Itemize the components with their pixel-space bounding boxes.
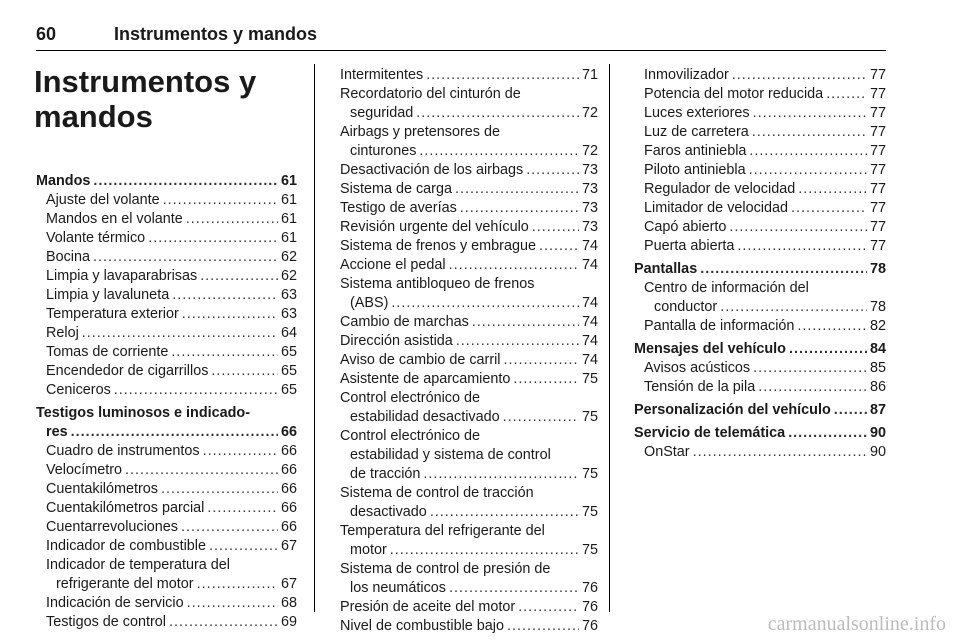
toc-entry[interactable] xyxy=(36,461,297,480)
toc-entry-title: Limitador de velocidad xyxy=(644,200,788,216)
toc-entry[interactable] xyxy=(36,518,297,537)
toc-entry[interactable] xyxy=(36,267,297,286)
toc-entry-title: (ABS) xyxy=(350,295,389,311)
toc-entry-title: motor xyxy=(350,542,387,558)
dot-leader xyxy=(788,424,867,443)
dot-leader xyxy=(737,237,867,256)
dot-leader xyxy=(798,180,867,199)
toc-entry[interactable] xyxy=(634,378,886,397)
toc-entry[interactable] xyxy=(340,598,598,617)
toc-entry-title: Tomas de corriente xyxy=(46,344,169,360)
toc-page-number: 66 xyxy=(280,424,297,440)
toc-entry[interactable] xyxy=(36,286,297,305)
toc-entry[interactable] xyxy=(340,199,598,218)
toc-page-number: 75 xyxy=(581,504,598,520)
dot-leader xyxy=(503,408,579,427)
toc-page-number: 75 xyxy=(581,466,598,482)
toc-entry[interactable] xyxy=(634,359,886,378)
toc-entry[interactable] xyxy=(634,443,886,462)
toc-entry[interactable] xyxy=(340,66,598,85)
toc-entry-title: OnStar xyxy=(644,444,690,460)
toc-page-number: 77 xyxy=(869,105,886,121)
toc-entry-title: conductor xyxy=(654,299,718,315)
toc-page-number: 74 xyxy=(581,352,598,368)
toc-entry-title: Inmovilizador xyxy=(644,67,729,83)
toc-entry-title: Accione el pedal xyxy=(340,257,446,273)
dot-leader xyxy=(172,286,278,305)
toc-page-number: 77 xyxy=(869,67,886,83)
dot-leader xyxy=(186,210,278,229)
toc-page-number: 62 xyxy=(280,268,297,284)
toc-page-number: 87 xyxy=(869,402,886,418)
dot-leader xyxy=(834,401,867,420)
toc-page-number: 74 xyxy=(581,295,598,311)
dot-leader xyxy=(71,423,278,442)
watermark: carmanualsonline.info xyxy=(767,613,946,635)
header-title: Instrumentos y mandos xyxy=(114,24,318,44)
toc-entry-lead: Control electrónico de xyxy=(340,428,480,444)
toc-entry-title: Desactivación de los airbags xyxy=(340,162,524,178)
toc-page-number: 84 xyxy=(869,341,886,357)
toc-page-number: 74 xyxy=(581,257,598,273)
dot-leader xyxy=(125,461,278,480)
toc-entry-title: Mensajes del vehículo xyxy=(634,341,786,357)
toc-entry-title: Velocímetro xyxy=(46,462,122,478)
toc-page-number: 76 xyxy=(581,580,598,596)
toc-entry[interactable] xyxy=(36,499,297,518)
toc-entry-title: Cuentakilómetros parcial xyxy=(46,500,205,516)
toc-entry-title: Mandos xyxy=(36,173,91,189)
toc-entry[interactable] xyxy=(340,180,598,199)
toc-entry[interactable] xyxy=(340,218,598,237)
toc-entry-title: Presión de aceite del motor xyxy=(340,599,516,615)
toc-entry-title: de tracción xyxy=(350,466,421,482)
dot-leader xyxy=(504,351,579,370)
toc-entry-title: Sistema de carga xyxy=(340,181,452,197)
dot-leader xyxy=(758,378,867,397)
toc-entry[interactable] xyxy=(36,229,297,248)
dot-leader xyxy=(532,218,579,237)
dot-leader xyxy=(729,218,867,237)
dot-leader xyxy=(472,313,579,332)
dot-leader xyxy=(752,123,867,142)
toc-page-number: 85 xyxy=(869,360,886,376)
toc-entry-lead: Testigos luminosos e indicado- xyxy=(36,405,251,421)
toc-entry-title: Sistema de frenos y embrague xyxy=(340,238,536,254)
dot-leader xyxy=(449,256,579,275)
dot-leader xyxy=(753,359,867,378)
toc-column-3 xyxy=(634,66,886,462)
toc-page-number: 75 xyxy=(581,371,598,387)
toc-section[interactable] xyxy=(634,401,886,420)
toc-page-number: 73 xyxy=(581,200,598,216)
toc-entry-title: estabilidad desactivado xyxy=(350,409,500,425)
dot-leader xyxy=(169,613,278,632)
toc-page-number: 90 xyxy=(869,425,886,441)
dot-leader xyxy=(456,332,579,351)
dot-leader xyxy=(423,465,579,484)
toc-page-number: 69 xyxy=(280,614,297,630)
toc-entry-title: refrigerante del motor xyxy=(56,576,194,592)
toc-entry[interactable] xyxy=(634,161,886,180)
toc-entry[interactable] xyxy=(634,123,886,142)
toc-column-1 xyxy=(36,172,297,632)
column-divider xyxy=(314,64,315,612)
toc-page-number: 77 xyxy=(869,219,886,235)
toc-page-number: 61 xyxy=(280,173,297,189)
toc-entry[interactable] xyxy=(340,313,598,332)
dot-leader xyxy=(197,575,278,594)
toc-page-number: 74 xyxy=(581,333,598,349)
toc-page-number: 77 xyxy=(869,238,886,254)
toc-entry-title: res xyxy=(46,424,68,440)
toc-page-number: 63 xyxy=(280,306,297,322)
toc-entry[interactable] xyxy=(634,66,886,85)
toc-page-number: 67 xyxy=(280,576,297,592)
toc-entry-title: Revisión urgente del vehículo xyxy=(340,219,529,235)
dot-leader xyxy=(187,594,278,613)
dot-leader xyxy=(82,324,278,343)
toc-page-number: 74 xyxy=(581,238,598,254)
toc-page-number: 77 xyxy=(869,181,886,197)
toc-entry-title: Pantallas xyxy=(634,261,698,277)
toc-entry-title: desactivado xyxy=(350,504,427,520)
toc-page-number: 67 xyxy=(280,538,297,554)
dot-leader xyxy=(753,104,867,123)
toc-entry[interactable] xyxy=(36,381,297,400)
toc-page-number: 71 xyxy=(581,67,598,83)
toc-entry-title: Capó abierto xyxy=(644,219,727,235)
toc-entry-title: Tensión de la pila xyxy=(644,379,756,395)
dot-leader xyxy=(720,298,867,317)
dot-leader xyxy=(211,362,278,381)
dot-leader xyxy=(203,442,278,461)
toc-page-number: 66 xyxy=(280,500,297,516)
toc-entry-lead: Sistema de control de presión de xyxy=(340,561,551,577)
toc-entry[interactable] xyxy=(340,560,598,598)
toc-page-number: 78 xyxy=(869,299,886,315)
dot-leader xyxy=(791,199,867,218)
toc-entry[interactable] xyxy=(340,370,598,389)
toc-entry-lead: Control electrónico de xyxy=(340,390,480,406)
toc-entry-lead: Indicador de temperatura del xyxy=(46,557,230,573)
dot-leader xyxy=(732,66,867,85)
toc-entry-title: Indicador de combustible xyxy=(46,538,206,554)
toc-entry[interactable] xyxy=(36,480,297,499)
dot-leader xyxy=(93,172,278,191)
toc-section[interactable] xyxy=(36,172,297,191)
toc-column-2 xyxy=(340,66,598,636)
dot-leader xyxy=(93,248,278,267)
toc-entry-title: seguridad xyxy=(350,105,414,121)
toc-entry-title: Ceniceros xyxy=(46,382,111,398)
toc-page-number: 73 xyxy=(581,162,598,178)
toc-page-number: 61 xyxy=(280,192,297,208)
toc-entry-lead: Sistema de control de tracción xyxy=(340,485,534,501)
toc-entry[interactable] xyxy=(36,537,297,556)
dot-leader xyxy=(200,267,278,286)
dot-leader xyxy=(182,305,278,324)
toc-entry[interactable] xyxy=(340,275,598,313)
toc-page-number: 75 xyxy=(581,542,598,558)
toc-page-number: 66 xyxy=(280,481,297,497)
dot-leader xyxy=(455,180,579,199)
toc-entry[interactable] xyxy=(36,210,297,229)
toc-entry-title: Luces exteriores xyxy=(644,105,750,121)
toc-entry[interactable] xyxy=(634,104,886,123)
toc-section[interactable] xyxy=(634,260,886,279)
toc-entry[interactable] xyxy=(340,85,598,123)
dot-leader xyxy=(148,229,278,248)
toc-entry[interactable] xyxy=(340,427,598,484)
toc-page-number: 72 xyxy=(581,143,598,159)
toc-entry[interactable] xyxy=(36,442,297,461)
dot-leader xyxy=(513,370,579,389)
toc-entry-title: cinturones xyxy=(350,143,417,159)
toc-entry-lead: Recordatorio del cinturón de xyxy=(340,86,521,102)
toc-entry[interactable] xyxy=(340,161,598,180)
toc-entry-lead: Centro de información del xyxy=(644,280,809,296)
toc-entry[interactable] xyxy=(634,218,886,237)
toc-entry[interactable] xyxy=(340,522,598,560)
toc-page-number: 65 xyxy=(280,382,297,398)
dot-leader xyxy=(749,142,867,161)
toc-entry-title: Temperatura exterior xyxy=(46,306,179,322)
toc-entry[interactable] xyxy=(340,351,598,370)
toc-entry-title: Indicación de servicio xyxy=(46,595,184,611)
toc-entry[interactable] xyxy=(634,85,886,104)
toc-page-number: 62 xyxy=(280,249,297,265)
toc-page-number: 68 xyxy=(280,595,297,611)
dot-leader xyxy=(693,443,867,462)
dot-leader xyxy=(426,66,579,85)
toc-page-number: 86 xyxy=(869,379,886,395)
toc-entry-lead: Sistema antibloqueo de frenos xyxy=(340,276,535,292)
toc-entry[interactable] xyxy=(36,343,297,362)
toc-entry[interactable] xyxy=(36,594,297,613)
toc-page-number: 73 xyxy=(581,181,598,197)
toc-entry[interactable] xyxy=(340,332,598,351)
dot-leader xyxy=(539,237,579,256)
toc-page-number: 73 xyxy=(581,219,598,235)
toc-section[interactable] xyxy=(634,340,886,359)
toc-entry[interactable] xyxy=(340,617,598,636)
toc-entry-title: Reloj xyxy=(46,325,79,341)
toc-entry-title: Nivel de combustible bajo xyxy=(340,618,504,634)
dot-leader xyxy=(797,317,867,336)
toc-page-number: 77 xyxy=(869,200,886,216)
toc-entry[interactable] xyxy=(36,191,297,210)
toc-entry-title: Limpia y lavaluneta xyxy=(46,287,170,303)
toc-entry-title: Ajuste del volante xyxy=(46,192,160,208)
toc-entry-title: Mandos en el volante xyxy=(46,211,183,227)
dot-leader xyxy=(507,617,579,636)
toc-page-number: 82 xyxy=(869,318,886,334)
toc-entry-title: Piloto antiniebla xyxy=(644,162,746,178)
dot-leader xyxy=(207,499,278,518)
toc-entry-title: Asistente de aparcamiento xyxy=(340,371,511,387)
dot-leader xyxy=(789,340,867,359)
dot-leader xyxy=(430,503,579,522)
toc-entry-title: Dirección asistida xyxy=(340,333,453,349)
toc-entry-lead: Airbags y pretensores de xyxy=(340,124,500,140)
toc-entry[interactable] xyxy=(36,324,297,343)
toc-page-number: 66 xyxy=(280,519,297,535)
toc-entry[interactable] xyxy=(634,180,886,199)
toc-entry[interactable] xyxy=(340,389,598,427)
dot-leader xyxy=(161,480,278,499)
dot-leader xyxy=(518,598,579,617)
toc-entry[interactable] xyxy=(634,317,886,336)
toc-entry-title: Regulador de velocidad xyxy=(644,181,796,197)
toc-entry-title: Cuentarrevoluciones xyxy=(46,519,178,535)
dot-leader xyxy=(209,537,278,556)
toc-entry-title: Puerta abierta xyxy=(644,238,735,254)
toc-entry-title: Cambio de marchas xyxy=(340,314,469,330)
toc-page-number: 72 xyxy=(581,105,598,121)
dot-leader xyxy=(460,199,579,218)
toc-entry-title: Luz de carretera xyxy=(644,124,749,140)
toc-entry[interactable] xyxy=(36,305,297,324)
toc-entry-title: Volante térmico xyxy=(46,230,146,246)
toc-page-number: 75 xyxy=(581,409,598,425)
toc-entry-title: Testigo de averías xyxy=(340,200,457,216)
dot-leader xyxy=(419,142,579,161)
dot-leader xyxy=(163,191,278,210)
toc-page-number: 77 xyxy=(869,86,886,102)
toc-page-number: 65 xyxy=(280,363,297,379)
dot-leader xyxy=(416,104,579,123)
toc-section[interactable] xyxy=(634,424,886,443)
toc-section[interactable] xyxy=(36,404,297,442)
toc-entry-title: Cuadro de instrumentos xyxy=(46,443,200,459)
toc-page-number: 65 xyxy=(280,344,297,360)
toc-entry[interactable] xyxy=(36,362,297,381)
toc-entry-title: Limpia y lavaparabrisas xyxy=(46,268,198,284)
toc-entry[interactable] xyxy=(634,199,886,218)
toc-page-number: 78 xyxy=(869,261,886,277)
toc-entry-title: Faros antiniebla xyxy=(644,143,747,159)
dot-leader xyxy=(181,518,278,537)
toc-entry-title: Avisos acústicos xyxy=(644,360,751,376)
toc-page-number: 66 xyxy=(280,443,297,459)
toc-entry-title: Bocina xyxy=(46,249,91,265)
toc-entry-title: Testigos de control xyxy=(46,614,166,630)
toc-entry-title: los neumáticos xyxy=(350,580,446,596)
toc-page-number: 77 xyxy=(869,143,886,159)
toc-entry-title: Personalización del vehículo xyxy=(634,402,831,418)
toc-page-number: 74 xyxy=(581,314,598,330)
toc-entry-title: Cuentakilómetros xyxy=(46,481,158,497)
toc-page-number: 66 xyxy=(280,462,297,478)
dot-leader xyxy=(390,541,579,560)
dot-leader xyxy=(391,294,579,313)
toc-entry[interactable] xyxy=(340,484,598,522)
dot-leader xyxy=(749,161,867,180)
toc-entry[interactable] xyxy=(340,256,598,275)
toc-entry-title: Aviso de cambio de carril xyxy=(340,352,501,368)
toc-entry-title: Pantalla de información xyxy=(644,318,795,334)
toc-entry[interactable] xyxy=(634,279,886,317)
section-title: Instrumentos y mandos xyxy=(34,64,257,134)
page-header xyxy=(36,24,886,51)
dot-leader xyxy=(526,161,579,180)
toc-entry[interactable] xyxy=(36,613,297,632)
toc-page-number: 77 xyxy=(869,162,886,178)
toc-page-number: 61 xyxy=(280,230,297,246)
toc-page-number: 63 xyxy=(280,287,297,303)
toc-entry[interactable] xyxy=(340,123,598,161)
column-divider xyxy=(609,64,610,612)
toc-page-number: 61 xyxy=(280,211,297,227)
toc-page-number: 64 xyxy=(280,325,297,341)
dot-leader xyxy=(114,381,278,400)
toc-page-number: 90 xyxy=(869,444,886,460)
toc-entry[interactable] xyxy=(36,556,297,594)
dot-leader xyxy=(449,579,579,598)
toc-entry[interactable] xyxy=(340,237,598,256)
toc-entry[interactable] xyxy=(634,237,886,256)
toc-page-number: 77 xyxy=(869,124,886,140)
toc-entry[interactable] xyxy=(634,142,886,161)
toc-entry-title: Encendedor de cigarrillos xyxy=(46,363,209,379)
toc-entry[interactable] xyxy=(36,248,297,267)
toc-page-number: 76 xyxy=(581,618,598,634)
page-number: 60 xyxy=(36,24,57,44)
toc-entry-title: Servicio de telemática xyxy=(634,425,786,441)
dot-leader xyxy=(826,85,867,104)
dot-leader xyxy=(171,343,278,362)
toc-page-number: 76 xyxy=(581,599,598,615)
toc-entry-title: Intermitentes xyxy=(340,67,424,83)
toc-entry-lead: estabilidad y sistema de control xyxy=(350,447,551,463)
toc-entry-title: Potencia del motor reducida xyxy=(644,86,824,102)
dot-leader xyxy=(700,260,867,279)
toc-entry-lead: Temperatura del refrigerante del xyxy=(340,523,545,539)
